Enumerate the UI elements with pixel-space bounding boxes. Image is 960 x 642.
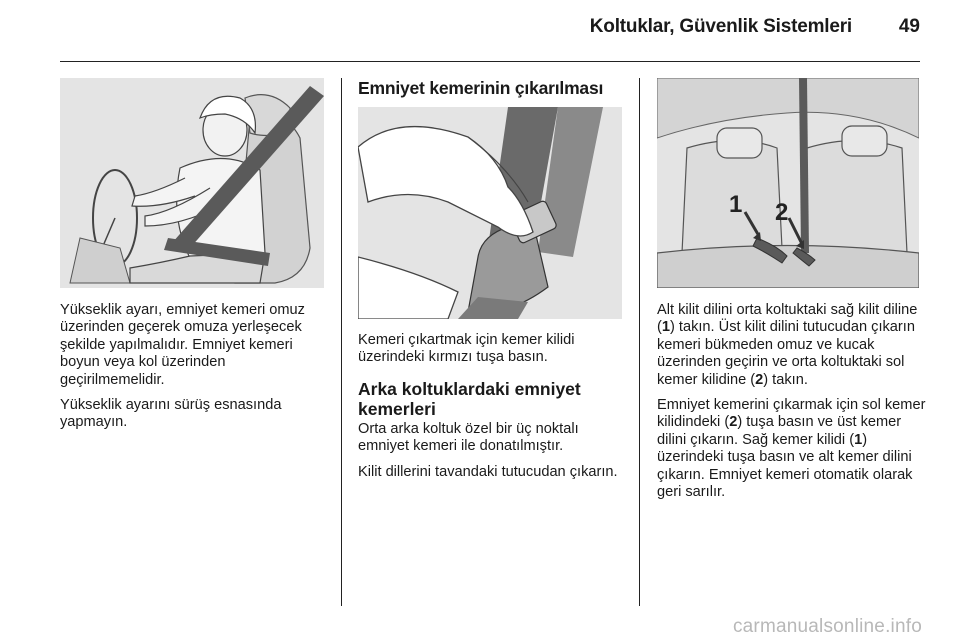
watermark: carmanualsonline.info	[732, 616, 922, 637]
right-paragraph-1	[657, 302, 929, 389]
right-text	[657, 302, 929, 509]
middle-text	[358, 332, 628, 489]
driver-illustration	[60, 78, 324, 288]
column-divider-left	[341, 78, 342, 606]
figure-buckle-release	[358, 107, 622, 319]
figure-label-2: 2	[775, 199, 789, 226]
buckle-illustration	[358, 107, 622, 319]
left-paragraph-2: Yükseklik ayarını sürüş esnasında yapmayın.	[60, 397, 282, 431]
page-number: 49	[898, 16, 920, 37]
rear-seat-illustration	[657, 78, 919, 288]
middle-paragraph-1: Kemeri çıkartmak için kemer kilidi üzerindeki kırmızı tuşa basın.	[358, 332, 575, 366]
right-p1-text-a: Alt kilit dilini orta koltuktaki sağ kilit diline (	[657, 302, 918, 336]
right-p1-text-c: ) takın.	[763, 371, 808, 388]
left-text	[60, 302, 330, 440]
subheading-rear-belts: Arka koltuklardaki emniyet kemerleri	[358, 378, 581, 419]
section-heading-remove-belt: Emniyet kemerinin çıkarılması	[358, 78, 604, 98]
left-paragraph-1: Yükseklik ayarı, emniyet kemeri omuz üzerinden geçerek omuza yerleşecek şekilde yapılmalıdır. Emniyet kemeri boyun veya kol üzerinden geçirilmemelidir.	[60, 302, 305, 388]
right-p2-text-c: ) üzerindeki tuşa basın ve alt kemer dilini çıkarın. Emniyet kemeri otomatik olarak geri sarılır.	[657, 431, 913, 501]
middle-paragraph-3: Kilit dillerini tavandaki tutucudan çıkarın.	[358, 463, 618, 480]
figure-rear-seat-belts	[657, 78, 919, 288]
right-p2-ref-1: 1	[854, 431, 863, 448]
right-p1-ref-1: 1	[661, 319, 670, 336]
middle-paragraph-2: Orta arka koltuk özel bir üç noktalı emniyet kemeri ile donatılmıştır.	[358, 420, 579, 455]
right-p2-text-b: ) tuşa basın ve üst kemer dilini çıkarın. Sağ kemer kilidi (	[657, 414, 902, 448]
right-p2-text-a: Emniyet kemerini çıkarmak için sol kemer kilidindeki (	[657, 397, 926, 431]
figure-label-1: 1	[729, 191, 743, 218]
right-p1-text-b: ) takın. Üst kilit dilini tutucudan çıkarın kemeri bükmeden omuz ve kucak üzerinden geçirin ve orta koltuktaki sol kemer kilidine (	[657, 319, 915, 388]
right-p1-ref-2: 2	[755, 371, 764, 388]
right-paragraph-2	[657, 397, 929, 501]
column-divider-right	[639, 78, 640, 606]
header-rule	[60, 61, 920, 62]
figure-driver-seatbelt	[60, 78, 324, 288]
page-title: Koltuklar, Güvenlik Sistemleri	[589, 16, 852, 37]
right-p2-ref-2: 2	[729, 414, 738, 431]
